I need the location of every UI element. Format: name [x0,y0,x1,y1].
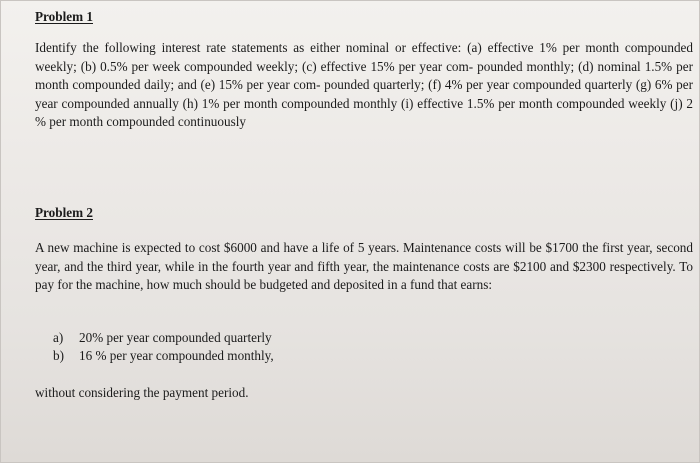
option-a-marker: a) [53,330,64,345]
option-a-text: 20% per year compounded quarterly [79,330,272,345]
option-a [53,329,274,347]
option-b-text: 16 % per year compounded monthly, [79,348,274,363]
problem-1-text: Identify the following interest rate statements as either nominal or effective: (a) effective 1% per month compounded weekly; (b) 0.5% per week compounded weekly; (c) effective 15% per year com- pounded monthly; (d) nominal 1.5% per month compounded daily; and (e) 15% per year com- pounded quarterly; (f) 4% per year compounded quarterly (g) 6% per year compounded annually (h) 1% per month compounded monthly (i) effective 1.5% per month compounded weekly (j) 2 % per month compounded continuously [35,40,693,129]
problem-2-closing: without considering the payment period. [35,385,249,400]
problem-2-heading: Problem 2 [35,205,93,220]
interest-options-list [53,329,274,365]
problem-2-text: A new machine is expected to cost $6000 and have a life of 5 years. Maintenance costs will be $1700 the first year, second year, and the third year, while in the fourth year and fifth year, the maintenance costs are $2100 and $2300 respectively. To pay for the machine, how much should be budgeted and deposited in a fund that earns: [35,240,693,292]
option-b [53,347,274,365]
problem-1-heading: Problem 1 [35,9,93,24]
option-b-marker: b) [53,348,64,363]
